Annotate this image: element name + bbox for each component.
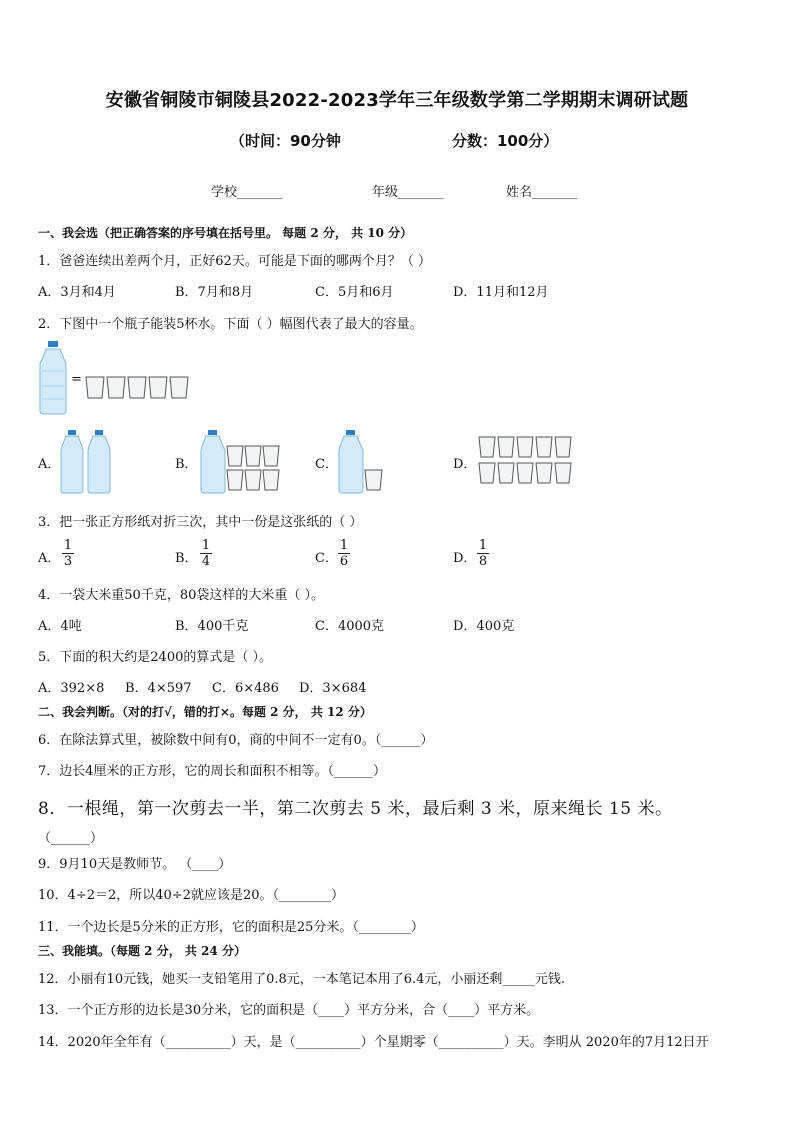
question-3-option-c-label: C． — [315, 551, 338, 566]
question-8-answer-blank: （______） — [38, 831, 104, 846]
question-1-option-a: A．3月和4月 — [38, 285, 116, 300]
fraction-one-sixth: $\frac{1}{6}$ — [339, 538, 349, 569]
question-5-option-c: C．6×486 — [212, 681, 279, 696]
question-1-option-d: D．11月和12月 — [453, 285, 549, 300]
bottle-icon — [38, 341, 68, 415]
question-2-option-c: C． — [315, 457, 338, 472]
section-heading-1: 一、我会选（把正确答案的序号填在括号里。 每题 2 分， 共 10 分） — [38, 226, 413, 240]
question-4-option-d: D．400克 — [453, 619, 515, 634]
question-8: 8．一根绳，第一次剪去一半，第二次剪去 5 米，最后剩 3 米，原来绳长 15 米。 — [38, 799, 673, 819]
exam-time: （时间：90分钟 — [230, 132, 341, 150]
question-5-stem: 5．下面的积大约是2400的算式是（ ）。 — [38, 650, 272, 665]
question-3-option-a-label: A． — [38, 551, 61, 566]
cups-five-icon — [85, 376, 191, 400]
question-10: 10．4÷2＝2，所以40÷2就应该是20。（________） — [38, 888, 344, 903]
bottle-and-one-cup-icon — [338, 430, 386, 494]
bottle-and-six-cups-icon — [200, 430, 280, 494]
name-field: 姓名_______ — [506, 185, 578, 200]
question-2-option-a: A． — [38, 457, 61, 472]
question-11: 11．一个边长是5分米的正方形，它的面积是25分米。（________） — [38, 920, 424, 935]
exam-score: 分数：100分） — [452, 132, 559, 150]
question-14: 14．2020年全年有（__________）天，是（__________）个星期零（__________）天。李明从 2020年的7月12日开 — [38, 1035, 709, 1050]
question-1-option-c: C．5月和6月 — [315, 285, 394, 300]
question-13: 13．一个正方形的边长是30分米，它的面积是（____）平方分米，合（____）平方米。 — [38, 1003, 540, 1018]
ten-cups-icon — [478, 436, 572, 488]
question-7: 7．边长4厘米的正方形，它的周长和面积不相等。（______） — [38, 764, 387, 779]
section-heading-2: 二、我会判断。（对的打√，错的打×。每题 2 分， 共 12 分） — [38, 705, 372, 719]
equals-sign: = — [71, 372, 82, 387]
question-9: 9．9月10天是教师节。 （____） — [38, 857, 232, 872]
question-12: 12．小丽有10元钱，她买一支铅笔用了0.8元，一本笔记本用了6.4元，小丽还剩_____元钱. — [38, 972, 566, 987]
question-5-option-a: A．392×8 — [38, 681, 105, 696]
question-6: 6．在除法算式里，被除数中间有0，商的中间不一定有0。（______） — [38, 733, 434, 748]
question-1-option-b: B．7月和8月 — [175, 285, 254, 300]
question-3-stem: 3．把一张正方形纸对折三次，其中一份是这张纸的（ ） — [38, 515, 363, 530]
question-3-option-b-label: B． — [175, 551, 198, 566]
page-title: 安徽省铜陵市铜陵县2022-2023学年三年级数学第二学期期末调研试题 — [105, 90, 689, 111]
two-bottles-icon — [60, 430, 112, 494]
question-2-option-d: D． — [453, 457, 477, 472]
fraction-one-fourth: $\frac{1}{4}$ — [201, 538, 211, 569]
grade-field: 年级_______ — [372, 185, 444, 200]
question-2-option-b: B． — [175, 457, 198, 472]
school-field: 学校_______ — [211, 185, 283, 200]
question-4-option-b: B．400千克 — [175, 619, 249, 634]
question-5-option-b: B．4×597 — [125, 681, 192, 696]
fraction-one-third: $\frac{1}{3}$ — [63, 538, 73, 569]
fraction-one-eighth: $\frac{1}{8}$ — [478, 538, 488, 569]
section-heading-3: 三、我能填。（每题 2 分， 共 24 分） — [38, 944, 246, 958]
question-5-option-d: D．3×684 — [299, 681, 367, 696]
question-4-option-a: A．4吨 — [38, 619, 82, 634]
question-1-stem: 1．爸爸连续出差两个月，正好62天。可能是下面的哪两个月？（ ） — [38, 254, 431, 269]
question-2-stem: 2．下图中一个瓶子能装5杯水。下面（ ）幅图代表了最大的容量。 — [38, 317, 423, 332]
question-3-option-d-label: D． — [453, 551, 477, 566]
question-4-stem: 4．一袋大米重50千克，80袋这样的大米重（ ）。 — [38, 588, 324, 603]
question-4-option-c: C．4000克 — [315, 619, 385, 634]
